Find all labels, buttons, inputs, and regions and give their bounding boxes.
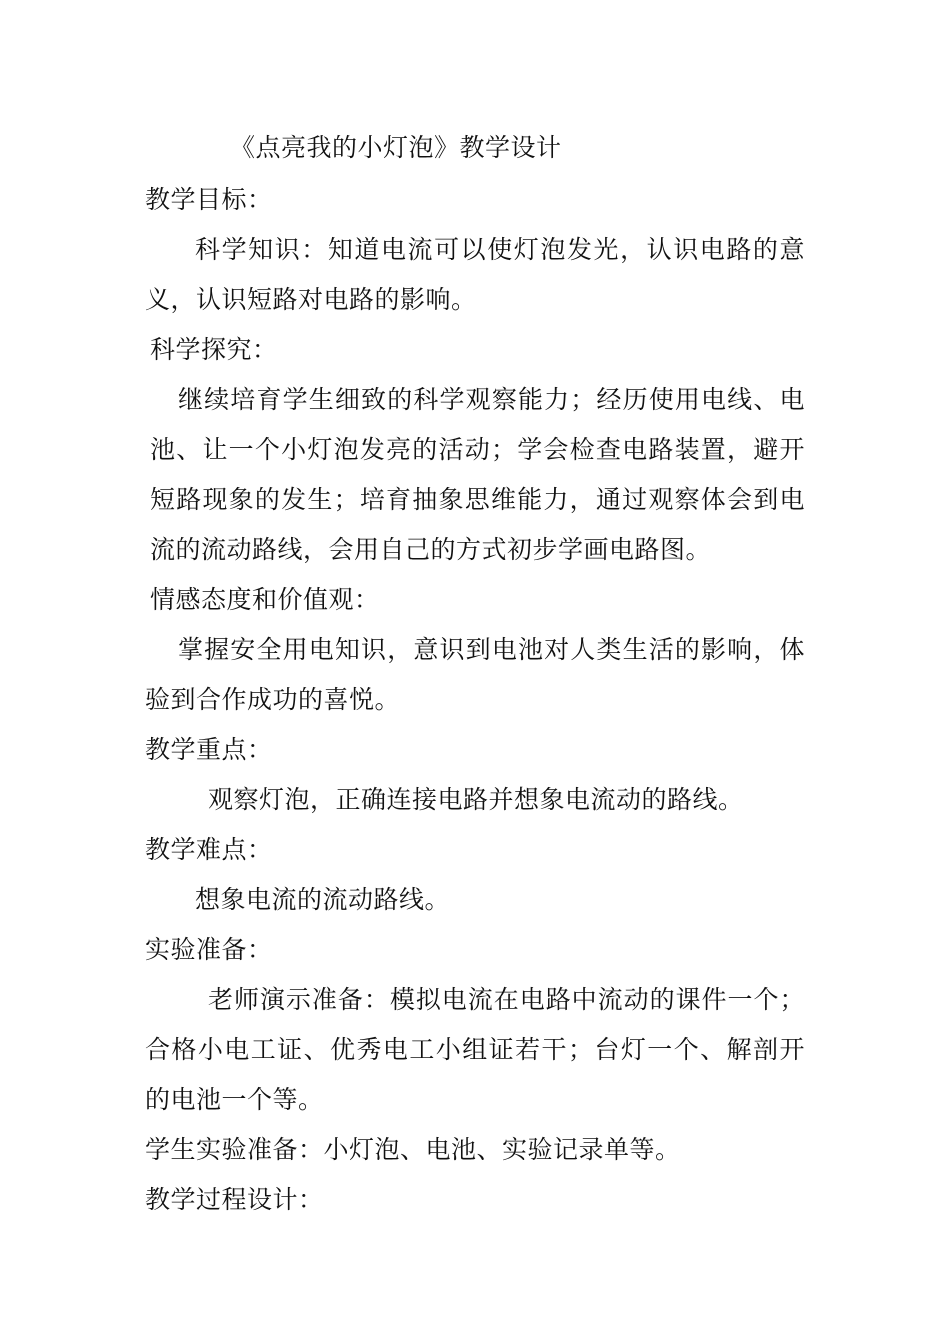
heading-teaching-objectives: 教学目标：: [145, 185, 273, 214]
paragraph-line: 流的流动路线，会用自己的方式初步学画电路图。: [150, 535, 712, 564]
paragraph-line: 学生实验准备：小灯泡、电池、实验记录单等。: [145, 1135, 681, 1164]
paragraph-line: 的电池一个等。: [145, 1085, 324, 1114]
paragraph-line: 掌握安全用电知识，意识到电池对人类生活的影响，体: [178, 635, 805, 664]
paragraph-line: 想象电流的流动路线。: [195, 885, 451, 914]
heading-difficult-points: 教学难点：: [145, 835, 273, 864]
paragraph-line: 短路现象的发生；培育抽象思维能力，通过观察体会到电: [150, 485, 805, 514]
paragraph-line: 验到合作成功的喜悦。: [145, 685, 401, 714]
paragraph-line: 继续培育学生细致的科学观察能力；经历使用电线、电: [178, 385, 805, 414]
paragraph-line: 老师演示准备：模拟电流在电路中流动的课件一个；: [208, 985, 805, 1014]
paragraph-line: 观察灯泡，正确连接电路并想象电流动的路线。: [208, 785, 744, 814]
heading-scientific-inquiry: 科学探究：: [150, 335, 278, 364]
paragraph-line: 义，认识短路对电路的影响。: [145, 285, 477, 314]
paragraph-line: 科学知识：知道电流可以使灯泡发光，认识电路的意: [195, 235, 805, 264]
heading-experiment-preparation: 实验准备：: [145, 935, 273, 964]
paragraph-line: 池、让一个小灯泡发亮的活动；学会检查电路装置，避开: [150, 435, 805, 464]
paragraph-line: 合格小电工证、优秀电工小组证若干；台灯一个、解剖开: [145, 1035, 805, 1064]
document-title: 《点亮我的小灯泡》教学设计: [230, 133, 562, 162]
heading-key-points: 教学重点：: [145, 735, 273, 764]
heading-attitudes-values: 情感态度和价值观：: [150, 585, 380, 614]
heading-teaching-process: 教学过程设计：: [145, 1185, 324, 1214]
